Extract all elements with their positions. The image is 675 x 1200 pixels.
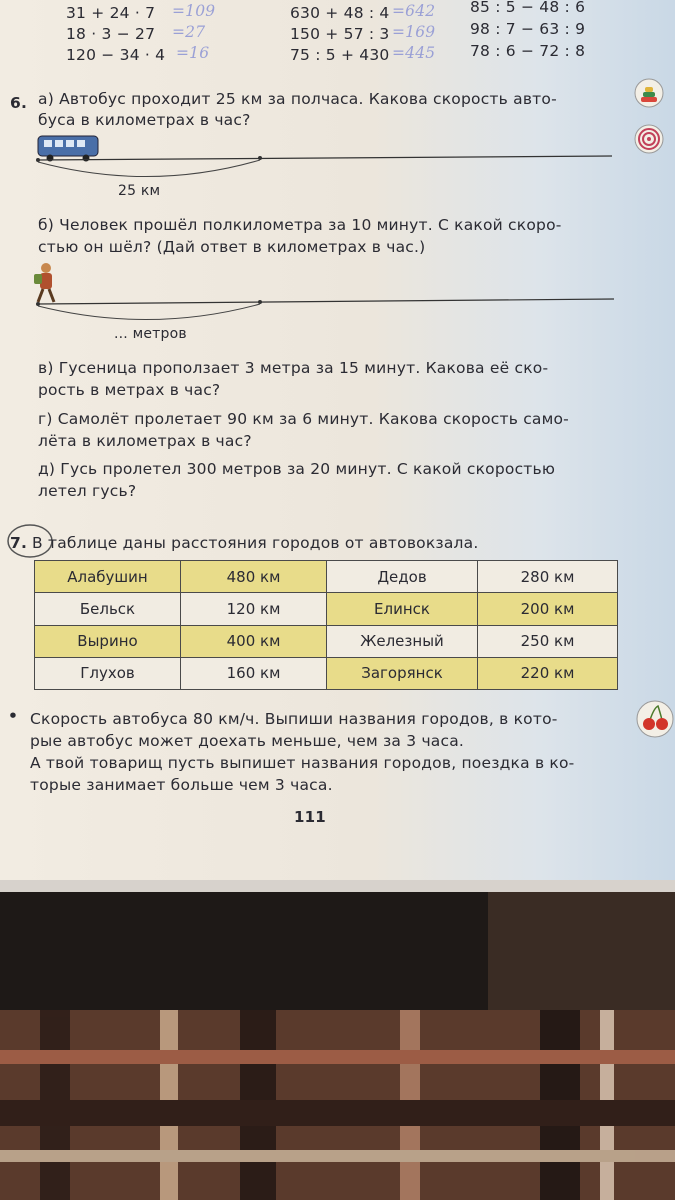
expr-r3c2: 75 : 5 + 430 (290, 46, 390, 64)
city-cell: Елинск (327, 593, 478, 625)
expr-r2c2: 150 + 57 : 3 (290, 25, 390, 43)
bus-distance-label: 25 км (118, 183, 161, 199)
distance-cell: 220 км (478, 657, 618, 689)
table-row (35, 625, 618, 657)
task7-question-line3: А твой товарищ пусть выпишет названия городов, поездка в ко- (30, 754, 575, 772)
task6a-line2: буса в километрах в час? (38, 111, 251, 129)
task6v-line2: рость в метрах в час? (38, 381, 221, 399)
city-cell: Железный (327, 625, 478, 657)
cherries-icon (636, 700, 674, 738)
answer-r2c1: =27 (172, 23, 206, 41)
distance-cell: 120 км (181, 593, 327, 625)
task6g-line1: г) Самолёт пролетает 90 км за 6 минут. Какова скорость само- (38, 410, 569, 428)
task6v-line1: в) Гусеница проползает 3 метра за 15 минут. Какова её ско- (38, 359, 549, 377)
task6a-line1: а) Автобус проходит 25 км за полчаса. Какова скорость авто- (38, 90, 557, 108)
expr-r2c3: 98 : 7 − 63 : 9 (470, 20, 586, 38)
answer-r3c2: =445 (392, 44, 436, 62)
bullet-point: • (8, 707, 19, 725)
city-cell: Бельск (35, 593, 181, 625)
walker-distance-label: ... метров (114, 326, 187, 342)
task6b-line2: стью он шёл? (Дай ответ в километрах в час.) (38, 238, 426, 256)
task6g-line2: лёта в километрах в час? (38, 432, 252, 450)
task6b-line1: б) Человек прошёл полкилометра за 10 минут. С какой скоро- (38, 216, 562, 234)
city-cell: Алабушин (35, 561, 181, 593)
distance-cell: 280 км (478, 561, 618, 593)
page-number: 111 (294, 808, 326, 826)
distance-cell: 250 км (478, 625, 618, 657)
task7-number: 7. (10, 534, 28, 552)
distance-cell: 160 км (181, 657, 327, 689)
pyramid-toy-icon (632, 78, 666, 108)
distance-cell: 400 км (181, 625, 327, 657)
table-row (35, 593, 618, 625)
answer-r2c2: =169 (392, 23, 436, 41)
distance-cell: 200 км (478, 593, 618, 625)
page-edge (0, 880, 675, 892)
task7-intro: В таблице даны расстояния городов от автовокзала. (32, 534, 479, 552)
answer-r1c1: =109 (172, 2, 216, 20)
answer-r3c1: =16 (176, 44, 210, 62)
city-cell: Дедов (327, 561, 478, 593)
table-row (35, 561, 618, 593)
task6-number: 6. (10, 94, 28, 112)
task7-question-line1: Скорость автобуса 80 км/ч. Выпиши названия городов, в кото- (30, 710, 558, 728)
walker-distance-diagram (30, 260, 620, 330)
expr-r1c3: 85 : 5 − 48 : 6 (470, 0, 586, 16)
expr-r1c2: 630 + 48 : 4 (290, 4, 390, 22)
city-cell: Вырино (35, 625, 181, 657)
target-rings-icon (632, 124, 666, 154)
answer-r1c2: =642 (392, 2, 436, 20)
expr-r1c1: 31 + 24 · 7 (66, 4, 156, 22)
task6d-line2: летел гусь? (38, 482, 137, 500)
expr-r3c3: 78 : 6 − 72 : 8 (470, 42, 586, 60)
task7-question-line4: торые занимает больше чем 3 часа. (30, 776, 333, 794)
table-row (35, 657, 618, 689)
task7-question-line2: рые автобус может доехать меньше, чем за 3 часа. (30, 732, 465, 750)
walking-person-icon (34, 263, 54, 302)
city-cell: Глухов (35, 657, 181, 689)
bus-icon (38, 136, 98, 162)
city-cell: Загорянск (327, 657, 478, 689)
distance-cell: 480 км (181, 561, 327, 593)
distance-table (34, 560, 618, 690)
expr-r2c1: 18 · 3 − 27 (66, 25, 156, 43)
task6d-line1: д) Гусь пролетел 300 метров за 20 минут. С какой скоростью (38, 460, 556, 478)
expr-r3c1: 120 − 34 · 4 (66, 46, 166, 64)
